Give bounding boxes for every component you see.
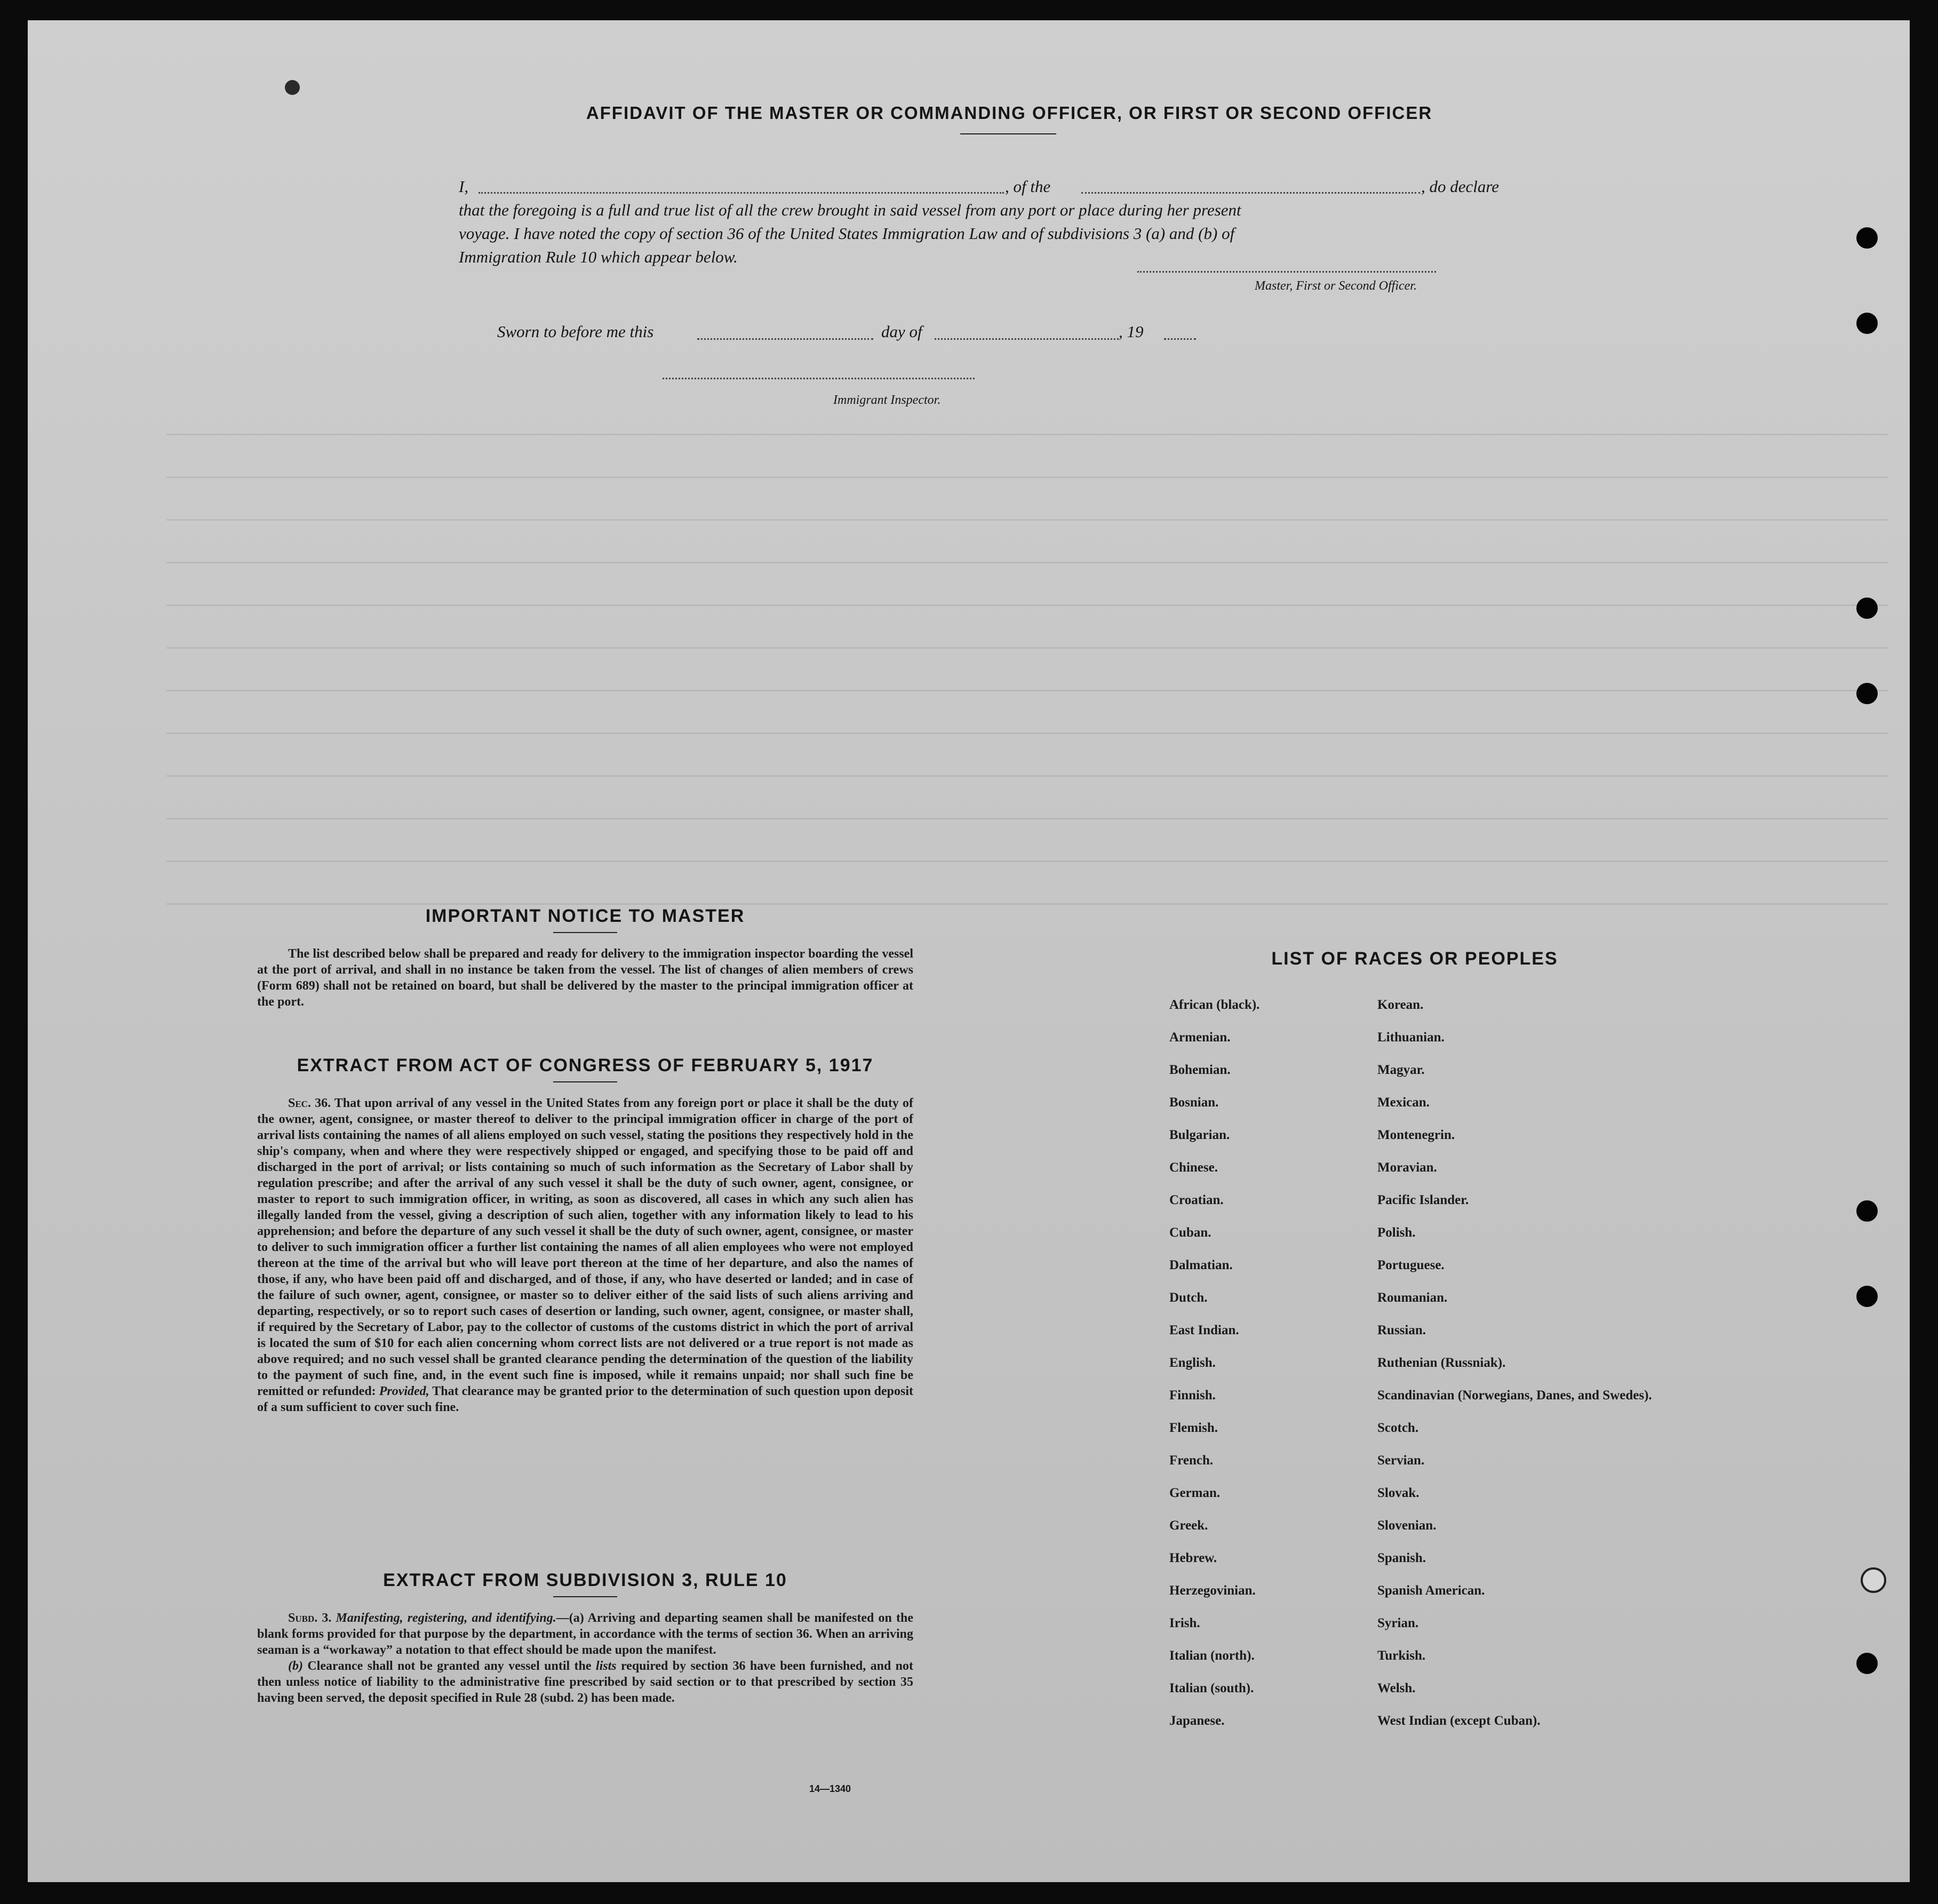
race-item: Montenegrin. — [1377, 1128, 1455, 1142]
name-blank[interactable] — [478, 192, 1004, 194]
race-item: Ruthenian (Russniak). — [1377, 1356, 1506, 1370]
race-item: Scandinavian (Norwegians, Danes, and Swedes). — [1377, 1388, 1652, 1403]
affidavit-line-3: voyage. I have noted the copy of section 36 of the United States Immigration Law and of subdivisions 3 (a) and (b) of — [459, 224, 1235, 243]
race-item: Syrian. — [1377, 1616, 1419, 1630]
race-item: Greek. — [1169, 1518, 1208, 1533]
bleed-through-line — [166, 775, 1888, 777]
race-item: Dutch. — [1169, 1290, 1208, 1305]
notice-underline — [553, 932, 617, 933]
bleed-through-line — [166, 732, 1888, 734]
punch-hole-small — [285, 80, 300, 95]
extract-act-title: EXTRACT FROM ACT OF CONGRESS OF FEBRUARY 5, 1917 — [297, 1055, 874, 1076]
extract-rule-underline — [553, 1596, 617, 1597]
race-item: French. — [1169, 1453, 1214, 1468]
affidavit-line-2: that the foregoing is a full and true list of all the crew brought in said vessel from any port or place during her present — [459, 201, 1241, 219]
race-item: Bohemian. — [1169, 1063, 1231, 1077]
race-item: English. — [1169, 1356, 1216, 1370]
race-item: Bulgarian. — [1169, 1128, 1230, 1142]
signature-blank[interactable] — [1137, 271, 1436, 273]
race-item: Lithuanian. — [1377, 1030, 1445, 1045]
bleed-through-line — [166, 647, 1888, 649]
sec-label: Sec. 36. — [288, 1096, 331, 1110]
extract-act-text — [257, 1095, 913, 1415]
bleed-through-line — [166, 861, 1888, 862]
year-label: , 19 — [1119, 322, 1144, 341]
affidavit-i-label: I, — [459, 177, 469, 196]
form-number: 14—1340 — [809, 1783, 851, 1794]
race-item: Italian (north). — [1169, 1648, 1255, 1663]
subd-para-a: —(a) Arriving and departing seamen shall be manifested on the blank forms provided for that purpose by the department, in accordance with the terms of section 36. When an arriving seaman is a “workaway” a notation to that effect should be made upon the manifest. — [257, 1611, 914, 1657]
day-of-label: day of — [881, 322, 922, 341]
sworn-year-blank[interactable] — [1164, 338, 1196, 340]
document-page — [28, 20, 1910, 1882]
race-item: German. — [1169, 1486, 1221, 1500]
notice-text — [257, 946, 913, 1010]
para-b-text-1: Clearance shall not be granted any vessel until the — [307, 1659, 592, 1673]
notice-section — [257, 906, 913, 1010]
inspector-signature-blank[interactable] — [663, 378, 975, 379]
punch-hole — [1856, 1286, 1878, 1307]
sec-36-text-end: That clearance may be granted prior to the determination of such question upon deposit of a sum sufficient to cover such fine. — [257, 1384, 914, 1414]
affidavit-title: AFFIDAVIT OF THE MASTER OR COMMANDING OFFICER, OR FIRST OR SECOND OFFICER — [586, 103, 1433, 123]
race-item: East Indian. — [1169, 1323, 1239, 1337]
punch-hole — [1856, 227, 1878, 249]
race-item: Spanish. — [1377, 1551, 1426, 1565]
extract-act-underline — [553, 1081, 617, 1082]
bleed-through-line — [166, 818, 1888, 819]
race-item: Scotch. — [1377, 1421, 1419, 1435]
race-item: Korean. — [1377, 998, 1424, 1012]
sworn-day-blank[interactable] — [697, 338, 873, 340]
race-item: Armenian. — [1169, 1030, 1231, 1045]
sworn-label: Sworn to before me this — [497, 322, 654, 341]
race-item: Italian (south). — [1169, 1681, 1254, 1695]
race-item: West Indian (except Cuban). — [1377, 1714, 1541, 1728]
race-item: Turkish. — [1377, 1648, 1426, 1663]
vessel-blank[interactable] — [1081, 192, 1420, 194]
subd-heading: Manifesting, registering, and identifying. — [336, 1611, 556, 1625]
bleed-through-line — [166, 476, 1888, 478]
race-item: Hebrew. — [1169, 1551, 1217, 1565]
race-item: Welsh. — [1377, 1681, 1416, 1695]
affidavit-of-the-label: , of the — [1005, 177, 1051, 196]
notice-title: IMPORTANT NOTICE TO MASTER — [425, 906, 745, 926]
race-item: Cuban. — [1169, 1225, 1211, 1240]
bleed-through-line — [166, 434, 1888, 435]
race-item: Magyar. — [1377, 1063, 1425, 1077]
punch-hole — [1856, 313, 1878, 334]
bleed-through-line — [166, 604, 1888, 606]
punch-hole — [1856, 1653, 1878, 1674]
para-b-label: (b) — [288, 1659, 303, 1673]
race-item: Mexican. — [1377, 1095, 1430, 1110]
extract-rule-section — [257, 1570, 913, 1706]
extract-rule-text — [257, 1610, 913, 1706]
race-item: Herzegovinian. — [1169, 1583, 1256, 1598]
race-item: Japanese. — [1169, 1714, 1225, 1728]
punch-hole — [1856, 683, 1878, 704]
bleed-through-line — [166, 690, 1888, 691]
race-item: Russian. — [1377, 1323, 1426, 1337]
race-item: Portuguese. — [1377, 1258, 1445, 1272]
race-item: Croatian. — [1169, 1193, 1224, 1207]
para-b-text-2: required by section 36 have been furnished, and not then unless notice of liability to the administrative fine prescribed by said section or to that prescribed by section 35 having been served, the deposit specified in Rule 28 (subd. 2) has been made. — [257, 1659, 914, 1705]
bleed-through-line — [166, 562, 1888, 563]
sec-36-text: That upon arrival of any vessel in the United States from any foreign port or place it shall be the duty of the owner, agent, consignee, or master thereof to deliver to the principal immigration officer in charge of the port of arrival lists containing the names of all aliens employed on such vessel, stating the positions they respectively hold in the ship's company, when and where they were respectively shipped or engaged, and specifying those to be paid off and discharged in the port of arrival; or lists containing so much of such information as the Secretary of Labor shall by regulation prescribe; and after the arrival of any such vessel it shall be the duty of such owner, agent, consignee, or master to report to such immigration officer, in writing, as soon as discovered, all cases in which any such alien has illegally landed from the vessel, giving a description of such alien, together with any information likely to lead to his apprehension; and before the departure of any such vessel it shall be the duty of such owner, agent, consignee, or master to deliver to such immigration officer a further list containing the names of all alien employees who were not employed thereon at the time of the arrival but who will leave port thereon at the time of her departure, and also the names of those, if any, who have been paid off and discharged, and of those, if any, who have deserted or landed; and in case of the failure of such owner, agent, consignee, or master so to deliver either of the said lists of such aliens arriving and departing, respectively, or so to report such cases of desertion or landing, such owner, agent, consignee, or master shall, if required by the Secretary of Labor, pay to the collector of customs of the customs district in which the port of arrival is located the sum of $10 for each alien concerning whom correct lists are not delivered or a true report is not made as above required; and no such vessel shall be granted clearance pending the determination of the question of the liability to the payment of such fine, and, in the event such fine is imposed, while it remains unpaid; nor shall such fine be remitted or refunded: — [257, 1096, 914, 1398]
bleed-through-line — [166, 519, 1888, 521]
notice-paragraph: The list described below shall be prepared and ready for delivery to the immigration inspector boarding the vessel at the port of arrival, and shall in no instance be taken from the vessel. The list of changes of alien members of crews (Form 689) shall not be retained on board, but shall be delivered by the master to the principal immigration officer at the port. — [257, 947, 913, 1009]
race-item: Dalmatian. — [1169, 1258, 1233, 1272]
inspector-label: Immigrant Inspector. — [833, 393, 941, 407]
race-item: Chinese. — [1169, 1160, 1218, 1175]
affidavit-do-declare: , do declare — [1421, 177, 1500, 196]
affidavit-line-4: Immigration Rule 10 which appear below. — [459, 248, 738, 266]
race-item: Moravian. — [1377, 1160, 1437, 1175]
punch-hole — [1856, 598, 1878, 619]
bleed-through-line — [166, 903, 1888, 905]
race-item: Bosnian. — [1169, 1095, 1219, 1110]
race-item: African (black). — [1169, 998, 1260, 1012]
race-item: Slovak. — [1377, 1486, 1419, 1500]
punch-hole — [1856, 1200, 1878, 1222]
extract-rule-title: EXTRACT FROM SUBDIVISION 3, RULE 10 — [383, 1570, 787, 1590]
subd-label: Subd. 3. — [288, 1611, 332, 1625]
race-item: Spanish American. — [1377, 1583, 1485, 1598]
punch-hole-ring — [1861, 1567, 1886, 1593]
race-item: Slovenian. — [1377, 1518, 1437, 1533]
races-right-column — [1377, 989, 1652, 1737]
para-b-lists: lists — [595, 1659, 617, 1673]
race-item: Roumanian. — [1377, 1290, 1448, 1305]
provided-label: Provided, — [379, 1384, 429, 1398]
title-underline — [960, 133, 1056, 134]
sworn-month-blank[interactable] — [935, 338, 1119, 340]
race-item: Pacific Islander. — [1377, 1193, 1469, 1207]
extract-act-section — [257, 1055, 913, 1415]
race-item: Polish. — [1377, 1225, 1416, 1240]
races-title: LIST OF RACES OR PEOPLES — [1271, 949, 1558, 969]
race-item: Flemish. — [1169, 1421, 1218, 1435]
race-item: Irish. — [1169, 1616, 1200, 1630]
race-item: Finnish. — [1169, 1388, 1216, 1403]
race-item: Servian. — [1377, 1453, 1425, 1468]
signature-label: Master, First or Second Officer. — [1255, 279, 1417, 293]
races-left-column — [1169, 989, 1372, 1737]
